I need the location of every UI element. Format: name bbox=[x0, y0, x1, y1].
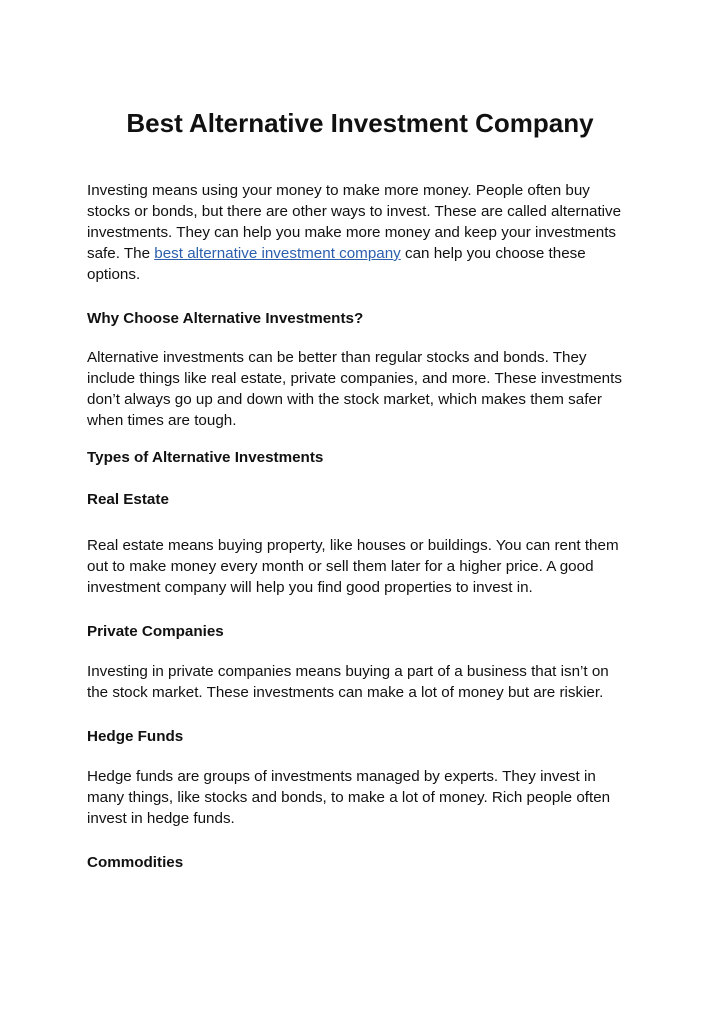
hedge-funds-paragraph: Hedge funds are groups of investments managed by experts. They invest in many things, like stocks and bonds, to make a lot of money. Rich people often invest in hedge funds. bbox=[87, 768, 611, 827]
real-estate-heading: Real Estate bbox=[87, 491, 169, 508]
intro-text-end: can help you choose these options. bbox=[87, 245, 586, 283]
why-choose-heading: Why Choose Alternative Investments? bbox=[87, 310, 364, 327]
best-alternative-investment-link[interactable]: best alternative investment company bbox=[154, 245, 401, 262]
real-estate-paragraph: Real estate means buying property, like houses or buildings. You can rent them out to make money every month or sell them later for a higher price. A good investment company will help you find good properties to invest in. bbox=[87, 537, 619, 596]
hedge-funds-heading: Hedge Funds bbox=[87, 728, 184, 745]
page-title: Best Alternative Investment Company bbox=[126, 108, 594, 138]
commodities-heading: Commodities bbox=[87, 854, 184, 871]
why-choose-paragraph: Alternative investments can be better than regular stocks and bonds. They include things like real estate, private companies, and more. These investments don’t always go up and down with the stock market, which makes them safer when times are tough. bbox=[87, 349, 622, 429]
intro-paragraph bbox=[87, 180, 632, 285]
intro-text-start: Investing means using your money to make more money. People often buy stocks or bonds, but there are other ways to invest. These are called alternative investments. They can help you make more money and keep your investments safe. The bbox=[87, 182, 622, 262]
private-companies-paragraph: Investing in private companies means buying a part of a business that isn’t on the stock market. These investments can make a lot of money but are riskier. bbox=[87, 663, 609, 701]
private-companies-heading: Private Companies bbox=[87, 623, 224, 640]
types-heading: Types of Alternative Investments bbox=[87, 449, 324, 466]
